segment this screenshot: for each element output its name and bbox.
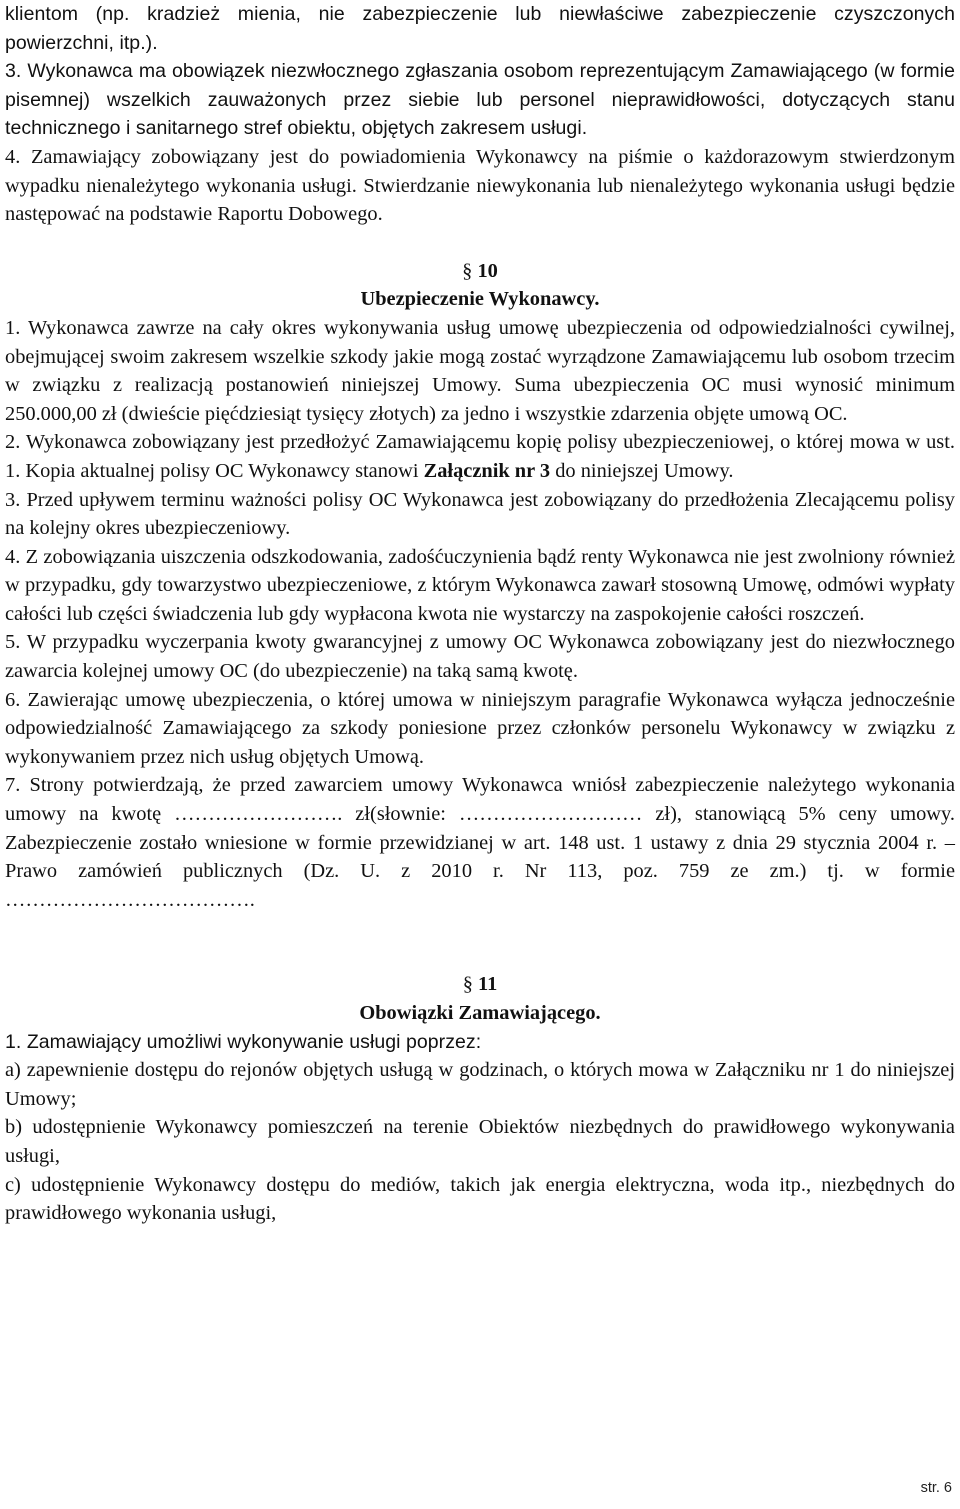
section-10-title: Ubezpieczenie Wykonawcy. [360,288,600,311]
section-10-paragraph-1: 1. Wykonawca zawrze na cały okres wykonywania usług umowę ubezpieczenia od odpowiedzialności cywilnej, obejmującej swoim zakresem wszelkie szkody jakie mogą zostać wyrządzone Zamawiającemu lub osobom trzecim w związku z realizacją postanowień niniejszej Umowy. Suma ubezpieczenia OC musi wynosić minimum 250.000,00 zł (dwieście pięćdziesiąt tysięcy złotych) za jedno i wszystkie zdarzenia objęte umową OC. [5,316,955,425]
paragraph-4-notification: 4. Zamawiający zobowiązany jest do powiadomienia Wykonawcy na piśmie o każdorazowym stwierdzonym wypadku nienależytego wykonania usługi. Stwierdzanie niewykonania lub nienależytego wykonania usługi będzie następować na podstawie Raportu Dobowego. [5,145,955,226]
paragraph-client-damage: klientom (np. kradzież mienia, nie zabezpieczenie lub niewłaściwe zabezpieczenie czyszczonych powierzchni, itp.). [5,3,955,54]
section-10-paragraph-2 [5,428,955,485]
section-10-paragraph-3: 3. Przed upływem terminu ważności polisy OC Wykonawca jest zobowiązany do przedłożenia Zlecającemu polisy na kolejny okres ubezpieczeniowy. [5,488,955,540]
page-number: str. 6 [920,1480,952,1496]
paragraph-sign: § [462,259,473,282]
attachment-reference: Załącznik nr 3 [423,459,551,482]
section-10-paragraph-7: 7. Strony potwierdzają, że przed zawarciem umowy Wykonawca wniósł zabezpieczenie należytego wykonania umowy na kwotę ……………………. zł(słownie: ……………………… zł), stanowiącą 5% ceny umowy. Zabezpieczenie zostało wniesione w formie przewidzianej w art. 148 ust. 1 ustawy z dnia 29 stycznia 2004 r. – Prawo zamówień publicznych (Dz. U. z 2010 r. Nr 113, poz. 759 ze zm.) tj. w formie ………………………………. [5,774,955,911]
section-10-paragraph-4: 4. Z zobowiązania uiszczenia odszkodowania, zadośćuczynienia bądź renty Wykonawca nie jest zwolniony również w przypadku, gdy towarzystwo ubezpieczeniowe, z którym Wykonawca zawarł stosowną Umowę, odmówi wypłaty całości lub części świadczenia lub gdy wypłacona kwota nie wystarczy na zaspokojenie całości roszczeń. [5,545,955,625]
section-11-item-c: c) udostępnienie Wykonawcy dostępu do mediów, takich jak energia elektryczna, woda itp., niezbędnych do prawidłowego wykonania usługi, [5,1173,955,1225]
section-11-item-a: a) zapewnienie dostępu do rejonów objętych usługą w godzinach, o których mowa w Załączniku nr 1 do niniejszej Umowy; [5,1059,955,1110]
section-10-paragraph-6: 6. Zawierając umowę ubezpieczenia, o której umowa w niniejszym paragrafie Wykonawca wyłącza jednocześnie odpowiedzialność Zamawiającego za szkody poniesione przez członków personelu Wykonawcy w związku z wykonywaniem przez nich usług objętych Umową. [5,688,955,768]
document-page [5,0,955,1228]
section-11-number-text: 11 [478,973,498,996]
section-11-paragraph-1: 1. Zamawiający umożliwi wykonywanie usługi poprzez: [5,1030,482,1053]
section-10-number-text: 10 [477,259,498,282]
section-10-paragraph-2-text: 2. Wykonawca zobowiązany jest przedłożyć Zamawiającemu kopię polisy ubezpieczeniowej, o której mowa w ust. 1. Kopia aktualnej polisy OC Wykonawcy stanowi [5,431,955,482]
section-11-item-b: b) udostępnienie Wykonawcy pomieszczeń na terenie Obiektów niezbędnych do prawidłowego wykonywania usługi, [5,1116,955,1167]
section-11-number [5,970,955,999]
paragraph-3-reporting: 3. Wykonawca ma obowiązek niezwłocznego zgłaszania osobom reprezentującym Zamawiającego (w formie pisemnej) wszelkich zauważonych przez siebie lub personel nieprawidłowości, dotyczących stanu technicznego i sanitarnego stref obiektu, objętych zakresem usługi. [5,60,955,140]
section-10-number [5,257,955,286]
paragraph-sign: § [462,973,473,996]
section-10-paragraph-2-end: do niniejszej Umowy. [550,459,734,482]
section-11-title: Obowiązki Zamawiającego. [359,1002,601,1024]
section-10-paragraph-5: 5. W przypadku wyczerpania kwoty gwarancyjnej z umowy OC Wykonawca zobowiązany jest do niezwłocznego zawarcia kolejnej umowy OC (do ubezpieczenie) na taką samą kwotę. [5,631,955,683]
